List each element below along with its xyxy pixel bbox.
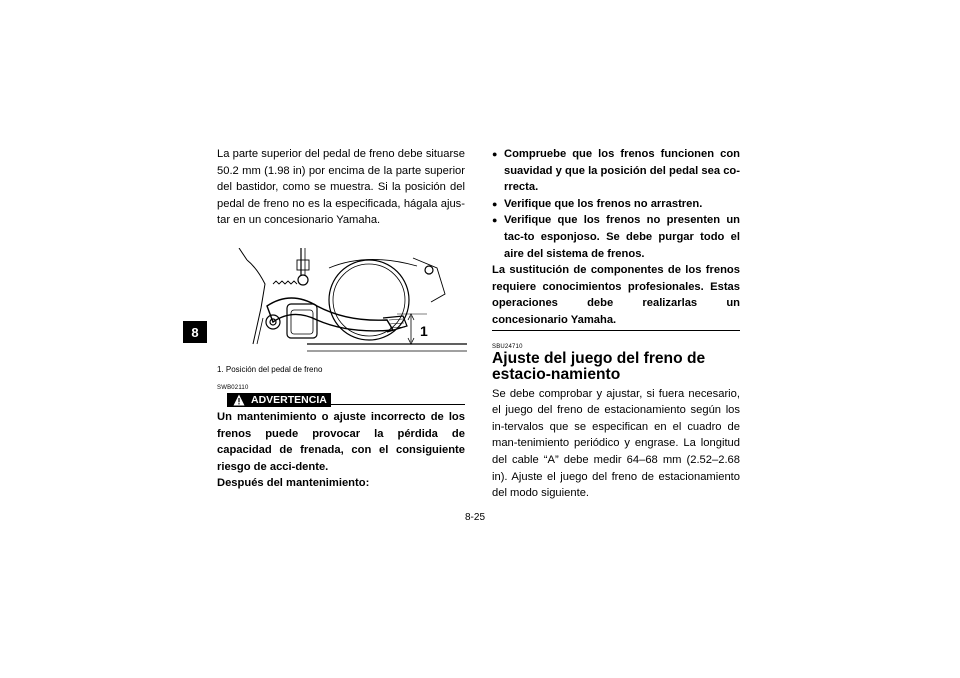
left-column <box>217 146 465 229</box>
brake-pedal-drawing <box>217 248 467 364</box>
warning-code: SWB02110 <box>217 385 249 391</box>
section-divider <box>492 330 740 331</box>
brake-pedal-illustration <box>217 248 467 364</box>
figure-callout: 1 <box>420 323 428 339</box>
bullet-dot-icon: ● <box>492 198 498 209</box>
warning-rule <box>329 404 465 405</box>
list-item: ● Verifique que los frenos no presenten un tac-to esponjoso. Se debe purgar todo el aire del sistema de frenos. <box>492 212 740 262</box>
warning-text: Un mantenimiento o ajuste incorrecto de los frenos puede provocar la pérdida de capacidad de frenada, con el consiguiente riesgo de acci-dente. <box>217 411 465 473</box>
after-maintenance-label: Después del mantenimiento: <box>217 477 370 490</box>
section-code: SBU24710 <box>492 343 523 350</box>
bullet-dot-icon: ● <box>492 149 498 159</box>
page-number: 8-25 <box>465 512 486 523</box>
list-item: ● Compruebe que los frenos funcionen con suavidad y que la posición del pedal sea co-rrecta. <box>492 146 740 196</box>
right-column <box>492 146 740 502</box>
warning-label: ADVERTENCIA <box>251 394 327 406</box>
list-item: ● Verifique que los frenos no arrastren. <box>492 196 740 213</box>
figure-caption: 1. Posición del pedal de freno <box>217 365 323 374</box>
pedal-arm <box>267 298 393 331</box>
bullet-dot-icon: ● <box>492 215 498 226</box>
warning-header <box>217 393 465 407</box>
return-spring <box>273 281 297 284</box>
warning-block <box>217 384 465 492</box>
warning-badge <box>227 393 331 407</box>
section-title: Ajuste del juego del freno de estacio-namiento <box>492 349 706 383</box>
brake-pedal-paragraph: La parte superior del pedal de freno debe situarse 50.2 mm (1.98 in) por encima de la parte superior del bastidor, como se muestra. Si la posición del pedal de freno no es la especificada, hágala ajus-tar en un concesionario Yamaha. <box>217 148 465 227</box>
warning-triangle-icon <box>233 394 245 406</box>
chapter-tab: 8 <box>183 321 207 343</box>
replacement-paragraph: La sustitución de componentes de los frenos requiere conocimientos profesionales. Estas operaciones debe realizarlas un concesionario Yamaha. <box>492 264 740 326</box>
parking-brake-paragraph: Se debe comprobar y ajustar, si fuera necesario, el juego del freno de estacionamiento según los in-tervalos que se especifican en el cuadro de man-tenimiento periódico y engrase. La longitud del cable “A” debe medir 64–68 mm (2.52–2.68 in). Ajuste el juego del freno de estacionamiento del modo siguiente. <box>492 387 740 500</box>
